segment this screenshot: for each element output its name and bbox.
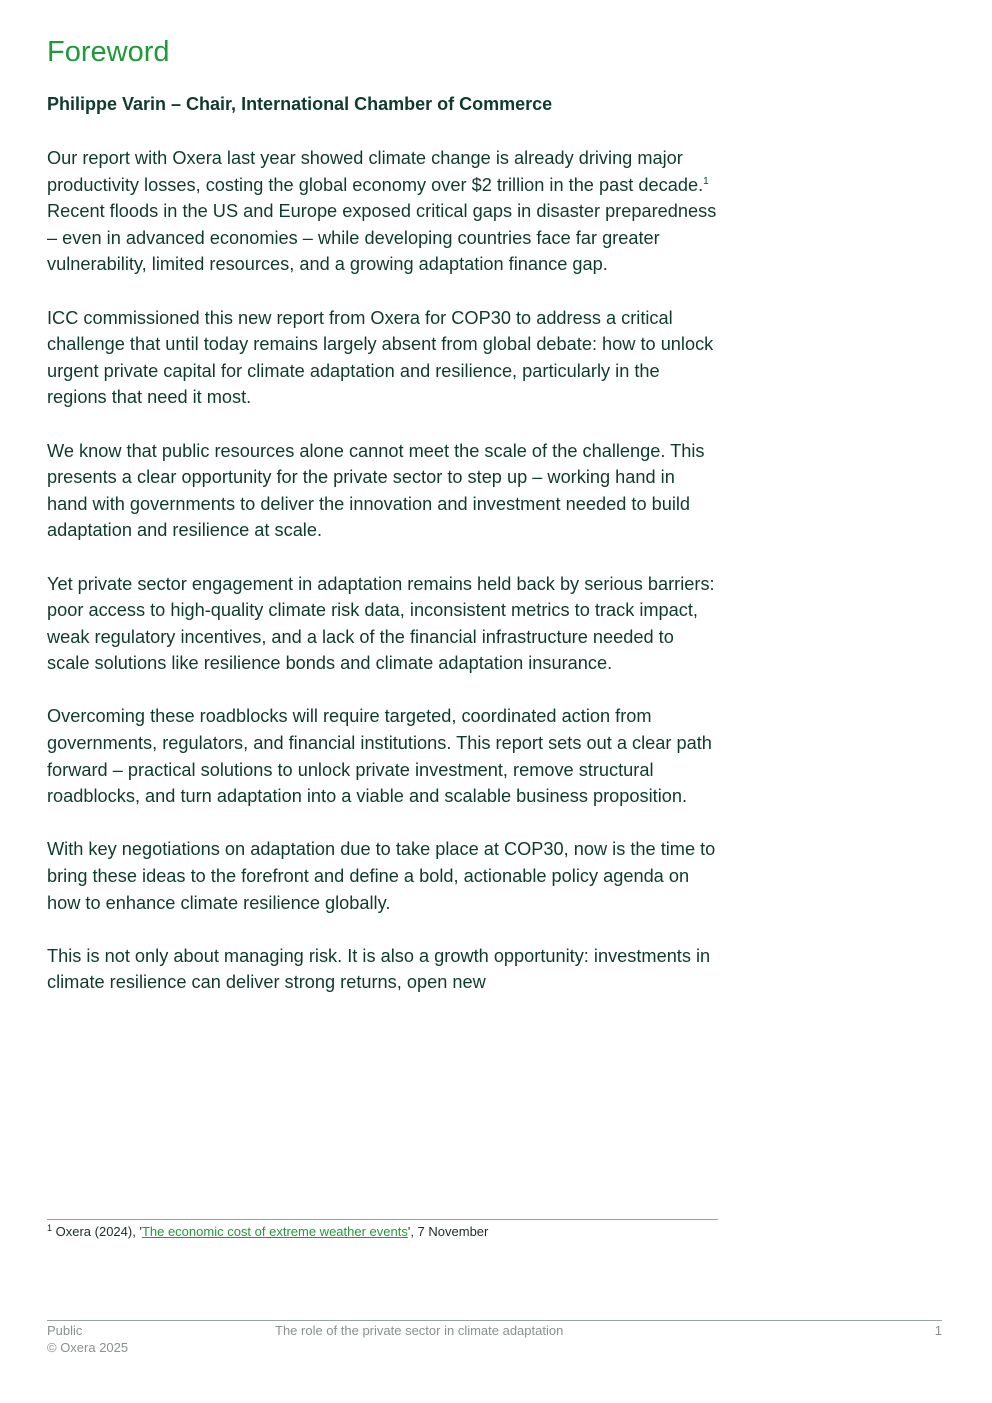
footnote-number: 1 <box>47 1223 53 1233</box>
paragraph-4: Yet private sector engagement in adaptation remains held back by serious barriers: poor access to high-quality climate risk data, inconsistent metrics to track impact, weak regulatory incentives, and a lack of the financial infrastructure needed to scale solutions like resilience bonds and climate adaptation insurance. <box>47 573 715 674</box>
paragraph-1-text-b: Recent floods in the US and Europe exposed critical gaps in disaster preparedness – even in advanced economies – while developing countries face far greater vulnerability, limited resources, and a growing adaptation finance gap. <box>47 201 717 275</box>
footer-page-number: 1 <box>934 1323 942 1338</box>
footer-copyright: © Oxera 2025 <box>47 1340 129 1355</box>
foreword-author: Philippe Varin – Chair, International Chamber of Commerce <box>47 94 553 114</box>
paragraph-6: With key negotiations on adaptation due to take place at COP30, now is the time to bring these ideas to the forefront and define a bold, actionable policy agenda on how to enhance climate resilience globally. <box>47 839 716 913</box>
foreword-body <box>47 145 719 1023</box>
footnote-source-link[interactable]: The economic cost of extreme weather events <box>141 1224 408 1239</box>
paragraph-5: Overcoming these roadblocks will require targeted, coordinated action from governments, regulators, and financial institutions. This report sets out a clear path forward – practical solutions to unlock private investment, remove structural roadblocks, and turn adaptation into a viable and scalable business proposition. <box>47 706 712 807</box>
footnote-suffix: ', 7 November <box>407 1224 489 1239</box>
footer-classification: Public <box>47 1323 83 1338</box>
footer-left <box>47 1322 128 1356</box>
footnote-prefix: Oxera (2024), ' <box>52 1224 142 1239</box>
paragraph-7: This is not only about managing risk. It is also a growth opportunity: investments in climate resilience can deliver strong returns, open new <box>47 945 711 993</box>
footnote-reference[interactable]: 1 <box>703 175 709 187</box>
footnote <box>47 1223 488 1240</box>
page-heading: Foreword <box>47 36 170 68</box>
paragraph-1-text-a: Our report with Oxera last year showed climate change is already driving major productivity losses, costing the global economy over $2 trillion in the past decade. <box>47 148 704 195</box>
footnote-divider <box>47 1219 718 1220</box>
paragraph-2: ICC commissioned this new report from Oxera for COP30 to address a critical challenge that until today remains largely absent from global debate: how to unlock urgent private capital for climate adaptation and resilience, particularly in the regions that need it most. <box>47 307 714 408</box>
paragraph-3: We know that public resources alone cannot meet the scale of the challenge. This presents a clear opportunity for the private sector to step up – working hand in hand with governments to deliver the innovation and investment needed to build adaptation and resilience at scale. <box>47 440 705 541</box>
paragraph-1 <box>47 145 719 278</box>
footer-divider <box>47 1320 942 1321</box>
footer-document-title: The role of the private sector in climate adaptation <box>275 1323 564 1338</box>
